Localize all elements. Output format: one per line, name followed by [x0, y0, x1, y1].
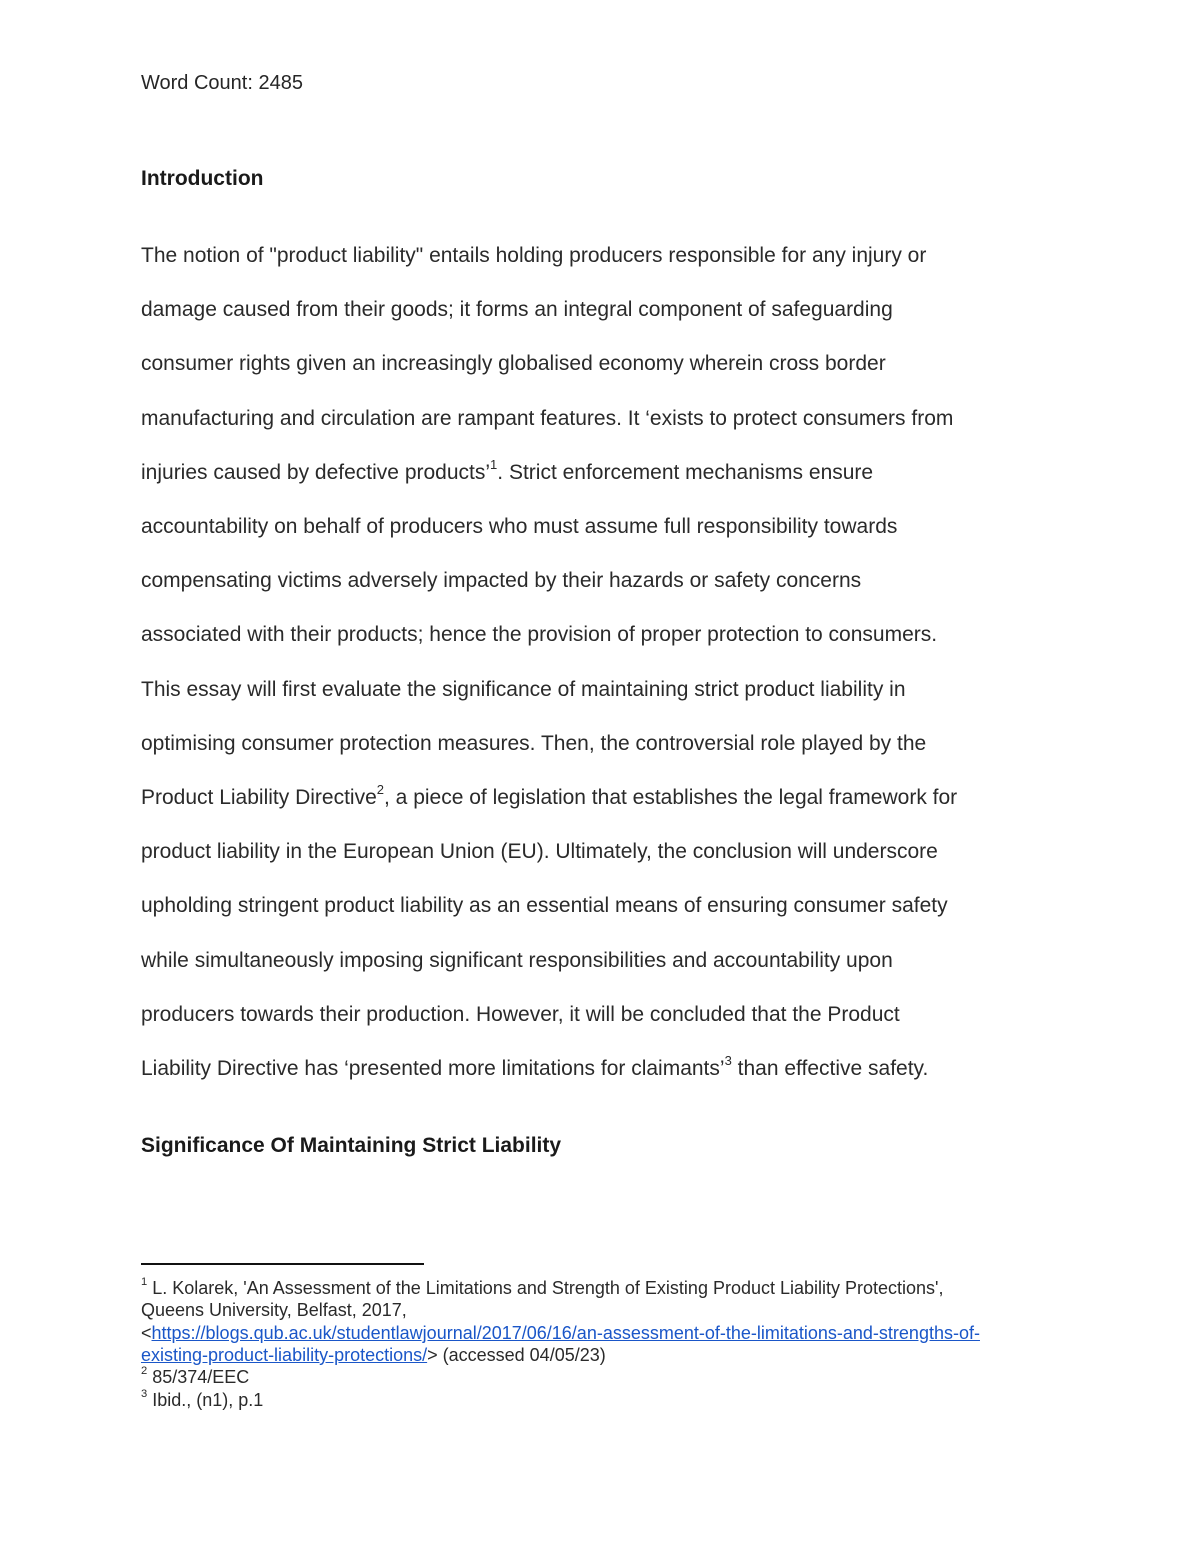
footnote-1-line-3	[141, 1322, 980, 1344]
intro-line-text: product liability in the European Union (EU). Ultimately, the conclusion will underscore	[141, 840, 938, 863]
intro-line	[141, 1053, 929, 1082]
section-heading-introduction: Introduction	[141, 167, 264, 190]
intro-line-text: consumer rights given an increasingly globalised economy wherein cross border	[141, 352, 886, 375]
intro-line	[141, 406, 953, 432]
footnote-2-text: 85/374/EEC	[147, 1367, 250, 1387]
intro-line	[141, 731, 926, 757]
intro-line	[141, 948, 893, 974]
footnote-reference[interactable]: 1	[490, 457, 498, 473]
intro-line-tail: , a piece of legislation that establishes the legal framework for	[384, 786, 958, 809]
intro-line	[141, 622, 937, 648]
intro-line-tail: . Strict enforcement mechanisms ensure	[497, 461, 874, 484]
intro-line	[141, 1002, 900, 1028]
intro-line-text: The notion of "product liability" entails holding producers responsible for any injury or	[141, 244, 927, 267]
intro-line-text: while simultaneously imposing significant responsibilities and accountability upon	[141, 949, 893, 972]
section-heading-significance: Significance Of Maintaining Strict Liability	[141, 1134, 562, 1157]
footnote-1-line-4	[141, 1344, 606, 1366]
intro-line	[141, 568, 861, 594]
footnote-1-line-2: Queens University, Belfast, 2017,	[141, 1300, 407, 1320]
footnote-1-link-open: <	[141, 1323, 152, 1343]
intro-line	[141, 839, 938, 865]
footnote-1-link-part-1[interactable]: https://blogs.qub.ac.uk/studentlawjournal/2017/06/16/an-assessment-of-the-limitations-and-strengths-of-	[151, 1323, 980, 1343]
intro-line-text: accountability on behalf of producers who must assume full responsibility towards	[141, 515, 898, 538]
intro-line	[141, 457, 874, 486]
intro-line-text: optimising consumer protection measures. Then, the controversial role played by the	[141, 732, 927, 755]
intro-line-text: associated with their products; hence the provision of proper protection to consumers.	[141, 623, 938, 646]
intro-line	[141, 893, 948, 919]
intro-line-text: compensating victims adversely impacted by their hazards or safety concerns	[141, 569, 862, 592]
footnote-separator	[141, 1263, 424, 1265]
intro-line-text: Product Liability Directive	[141, 786, 377, 809]
intro-line-text: Liability Directive has ‘presented more limitations for claimants’	[141, 1057, 725, 1080]
intro-line-text: injuries caused by defective products’	[141, 461, 491, 484]
intro-line	[141, 297, 893, 323]
footnote-1-line-1	[141, 1277, 944, 1299]
intro-line	[141, 243, 926, 269]
intro-line	[141, 514, 897, 540]
footnote-3-marker: 3	[141, 1388, 148, 1401]
footnote-1-text: L. Kolarek, 'An Assessment of the Limitations and Strength of Existing Product Liability Protections',	[147, 1278, 944, 1298]
intro-line-tail: than effective safety.	[731, 1057, 929, 1080]
footnote-1-link-part-2[interactable]: existing-product-liability-protections/	[141, 1345, 428, 1365]
footnote-1-accessed: > (accessed 04/05/23)	[427, 1345, 606, 1365]
footnote-3-text: Ibid., (n1), p.1	[147, 1390, 264, 1410]
intro-line-text: producers towards their production. However, it will be concluded that the Product	[141, 1003, 900, 1026]
intro-line-text: upholding stringent product liability as an essential means of ensuring consumer safety	[141, 894, 948, 917]
intro-line	[141, 351, 886, 377]
word-count: Word Count: 2485	[141, 72, 303, 94]
intro-line	[141, 782, 958, 811]
footnote-reference[interactable]: 3	[724, 1053, 732, 1069]
footnote-2	[141, 1366, 249, 1388]
footnote-2-marker: 2	[141, 1365, 148, 1378]
intro-line-text: damage caused from their goods; it forms an integral component of safeguarding	[141, 298, 893, 321]
intro-line-text: manufacturing and circulation are rampant features. It ‘exists to protect consumers from	[141, 407, 954, 430]
footnote-1-marker: 1	[141, 1276, 148, 1289]
footnote-3	[141, 1389, 263, 1411]
intro-line	[141, 677, 906, 703]
intro-line-text: This essay will first evaluate the significance of maintaining strict product liability in	[141, 678, 906, 701]
footnote-reference[interactable]: 2	[376, 782, 385, 798]
